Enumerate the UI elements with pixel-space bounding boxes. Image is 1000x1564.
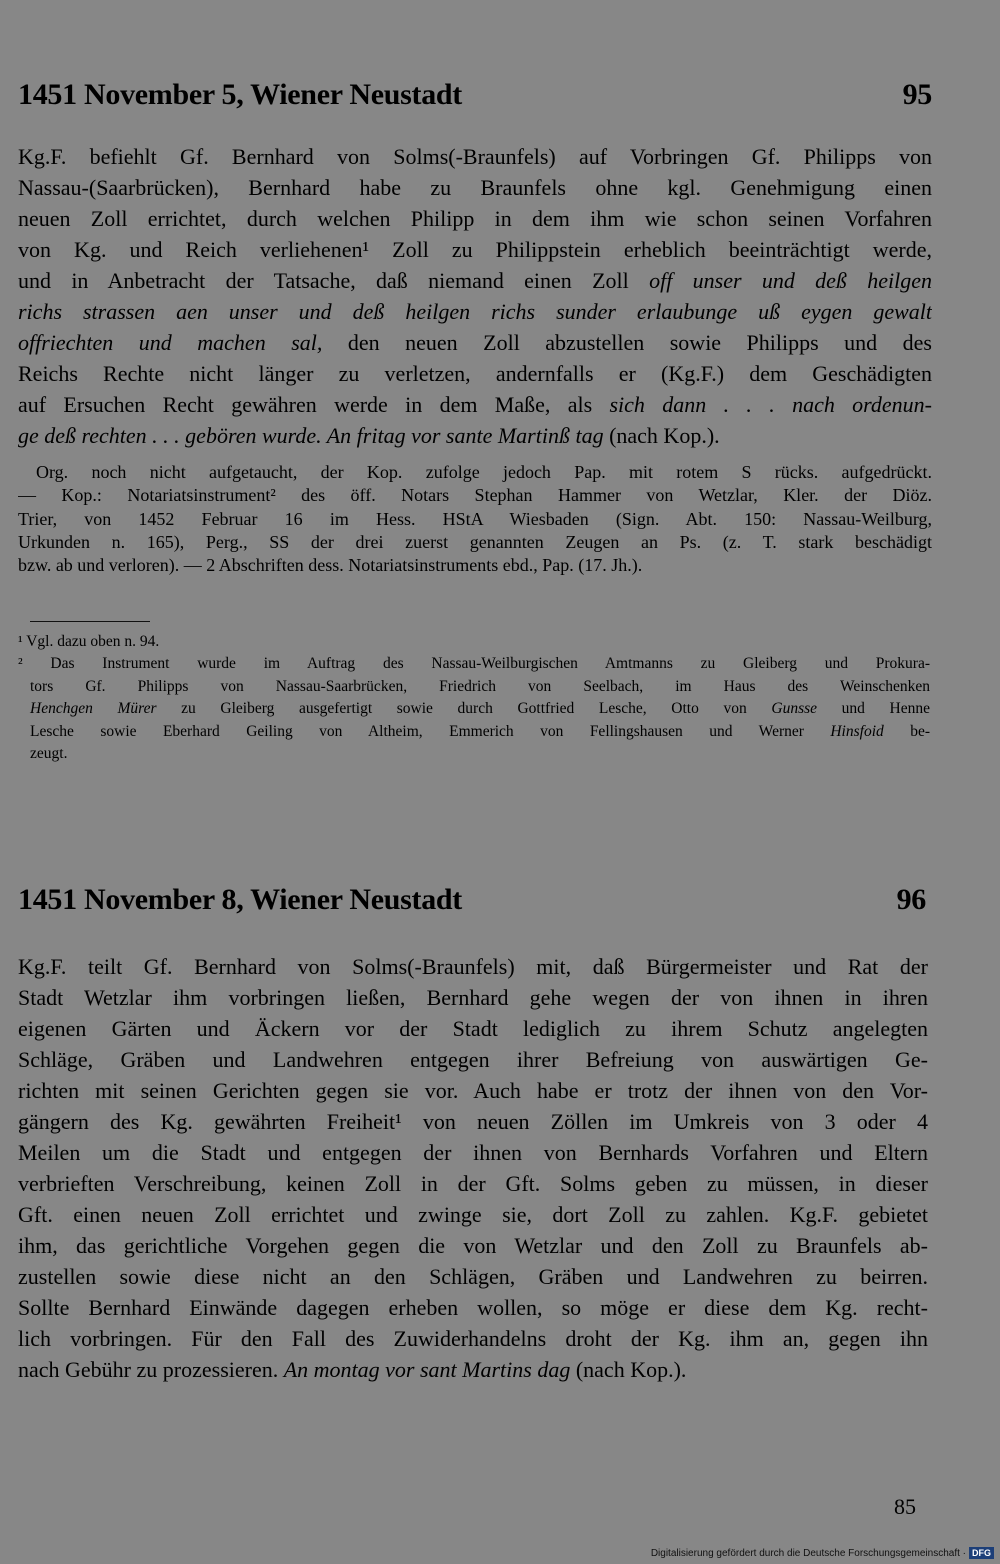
body-text-segment: (nach Kop.). (603, 423, 720, 448)
body-quote-segment: offriechten und machen sal, (18, 330, 323, 355)
entry-95-heading (18, 78, 932, 112)
body-line: Gft. einen neuen Zoll errichtet und zwinge sie, dort Zoll zu zahlen. Kg.F. gebietet (18, 1202, 928, 1227)
footnote-italic: Gunsse (771, 700, 818, 718)
body-quote-segment: ge deß rechten . . . gebören wurde. An fritag vor sante Martinß tag (18, 423, 604, 448)
body-line: von Kg. und Reich verliehenen¹ Zoll zu Philippstein erheblich beeinträchtigt werde, (18, 237, 932, 262)
footnote-line (18, 721, 930, 743)
note-line: bzw. ab und verloren). — 2 Abschriften dess. Notariatsinstruments ebd., Pap. (17. Jh.). (18, 555, 643, 576)
body-quote-segment: An montag vor sant Martins dag (283, 1357, 571, 1382)
footnote-text: Lesche sowie Eberhard Geiling von Altheim, Emmerich von Fellingshausen und Werner (30, 722, 831, 740)
dfg-logo: DFG (969, 1547, 994, 1559)
footnote-line: zeugt. (30, 745, 68, 763)
entry-95-number: 95 (902, 78, 932, 111)
body-line (18, 327, 932, 358)
digitization-credit (651, 1547, 994, 1559)
body-quote-segment: off unser und deß heilgen (649, 268, 932, 293)
footnote-divider (30, 621, 150, 622)
body-line (18, 296, 932, 327)
body-line: ihm, das gerichtliche Vorgehen gegen die von Wetzlar und den Zoll zu Braunfels ab- (18, 1233, 928, 1258)
footnote-text: zu Gleiberg ausgefertigt sowie durch Gottfried Lesche, Otto von (156, 700, 772, 718)
body-line: lich vorbringen. Für den Fall des Zuwiderhandelns droht der Kg. ihm an, gegen ihn (18, 1326, 928, 1351)
body-text-segment: den neuen Zoll abzustellen sowie Philipps und des (322, 330, 932, 355)
body-line: gängern des Kg. gewährten Freiheit¹ von neuen Zöllen im Umkreis von 3 oder 4 (18, 1109, 928, 1134)
body-line: richten mit seinen Gerichten gegen sie vor. Auch habe er trotz der ihnen von den Vor- (18, 1078, 928, 1103)
body-text-segment: auf Ersuchen Recht gewähren werde in dem Maße, als (18, 392, 610, 417)
body-line: Reichs Rechte nicht länger zu verletzen, andernfalls er (Kg.F.) dem Geschädigten (18, 361, 932, 386)
note-line: Org. noch nicht aufgetaucht, der Kop. zufolge jedoch Pap. mit rotem S rücks. aufgedrückt. (36, 462, 932, 482)
body-line: Meilen um die Stadt und entgegen der ihnen von Bernhards Vorfahren und Eltern (18, 1140, 928, 1165)
body-line: verbrieften Verschreibung, keinen Zoll in der Gft. Solms geben zu müssen, in dieser (18, 1171, 928, 1196)
body-line: zustellen sowie diese nicht an den Schlägen, Gräben und Landwehren zu beirren. (18, 1264, 928, 1289)
body-text-segment: nach Gebühr zu prozessieren. (18, 1357, 284, 1382)
footnote-line: ¹ Vgl. dazu oben n. 94. (18, 633, 160, 650)
footnote-line (18, 698, 930, 720)
entry-96-number: 96 (896, 883, 926, 916)
body-line: Stadt Wetzlar ihm vorbringen ließen, Bernhard gehe wegen der von ihnen in ihren (18, 985, 928, 1010)
page-number: 85 (894, 1494, 916, 1519)
body-line (18, 265, 932, 296)
credit-text: Digitalisierung gefördert durch die Deutsche Forschungsgemeinschaft · (650, 1547, 966, 1559)
entry-95-body (18, 141, 932, 451)
body-line: Nassau-(Saarbrücken), Bernhard habe zu Braunfels ohne kgl. Genehmigung einen (18, 175, 932, 200)
body-text-segment: (nach Kop.). (570, 1357, 687, 1382)
note-line: Trier, von 1452 Februar 16 im Hess. HStA Wiesbaden (Sign. Abt. 150: Nassau-Weilburg, (18, 508, 932, 529)
body-line (18, 389, 932, 420)
body-line: eigenen Gärten und Äckern vor der Stadt lediglich zu ihrem Schutz angelegten (18, 1016, 928, 1041)
entry-95-footnotes (18, 631, 930, 765)
body-line: Sollte Bernhard Einwände dagegen erheben wollen, so möge er diese dem Kg. recht- (18, 1295, 928, 1320)
body-line: neuen Zoll errichtet, durch welchen Philipp in dem ihm wie schon seinen Vorfahren (18, 206, 932, 231)
body-quote-segment: sich dann . . . nach ordenun- (609, 392, 932, 417)
body-line: Schläge, Gräben und Landwehren entgegen ihrer Befreiung von auswärtigen Ge- (18, 1047, 928, 1072)
footnote-text: be- (883, 722, 930, 740)
footnote-italic: Hinsfoid (830, 722, 884, 740)
footnote-italic: Henchgen Mürer (30, 700, 157, 718)
body-line (18, 1354, 928, 1385)
body-line: Kg.F. teilt Gf. Bernhard von Solms(-Braunfels) mit, daß Bürgermeister und Rat der (18, 954, 928, 979)
footnote-line: tors Gf. Philipps von Nassau-Saarbrücken, Friedrich von Seelbach, im Haus des Weinschenken (30, 677, 930, 695)
entry-95-source-note (18, 461, 932, 577)
entry-95-title: 1451 November 5, Wiener Neustadt (18, 78, 462, 111)
footnote-line: ² Das Instrument wurde im Auftrag des Nassau-Weilburgischen Amtmanns zu Gleiberg und Prokura- (18, 655, 930, 673)
entry-96-body (18, 951, 928, 1385)
footnote-text: und Henne (817, 700, 930, 718)
body-text-segment: und in Anbetracht der Tatsache, daß niemand einen Zoll (18, 268, 629, 293)
entry-96-title: 1451 November 8, Wiener Neustadt (18, 883, 462, 916)
note-line: Urkunden n. 165), Perg., SS der drei zuerst genannten Zeugen an Ps. (z. T. stark beschädigt (18, 531, 932, 552)
body-quote-segment: richs strassen aen unser und deß heilgen richs sunder erlaubunge uß eygen gewalt (18, 299, 932, 324)
note-line: — Kop.: Notariatsinstrument² des öff. Notars Stephan Hammer von Wetzlar, Kler. der Diöz. (18, 485, 932, 506)
body-line (18, 420, 932, 451)
entry-96-heading (18, 883, 932, 917)
body-line: Kg.F. befiehlt Gf. Bernhard von Solms(-Braunfels) auf Vorbringen Gf. Philipps von (18, 144, 932, 169)
